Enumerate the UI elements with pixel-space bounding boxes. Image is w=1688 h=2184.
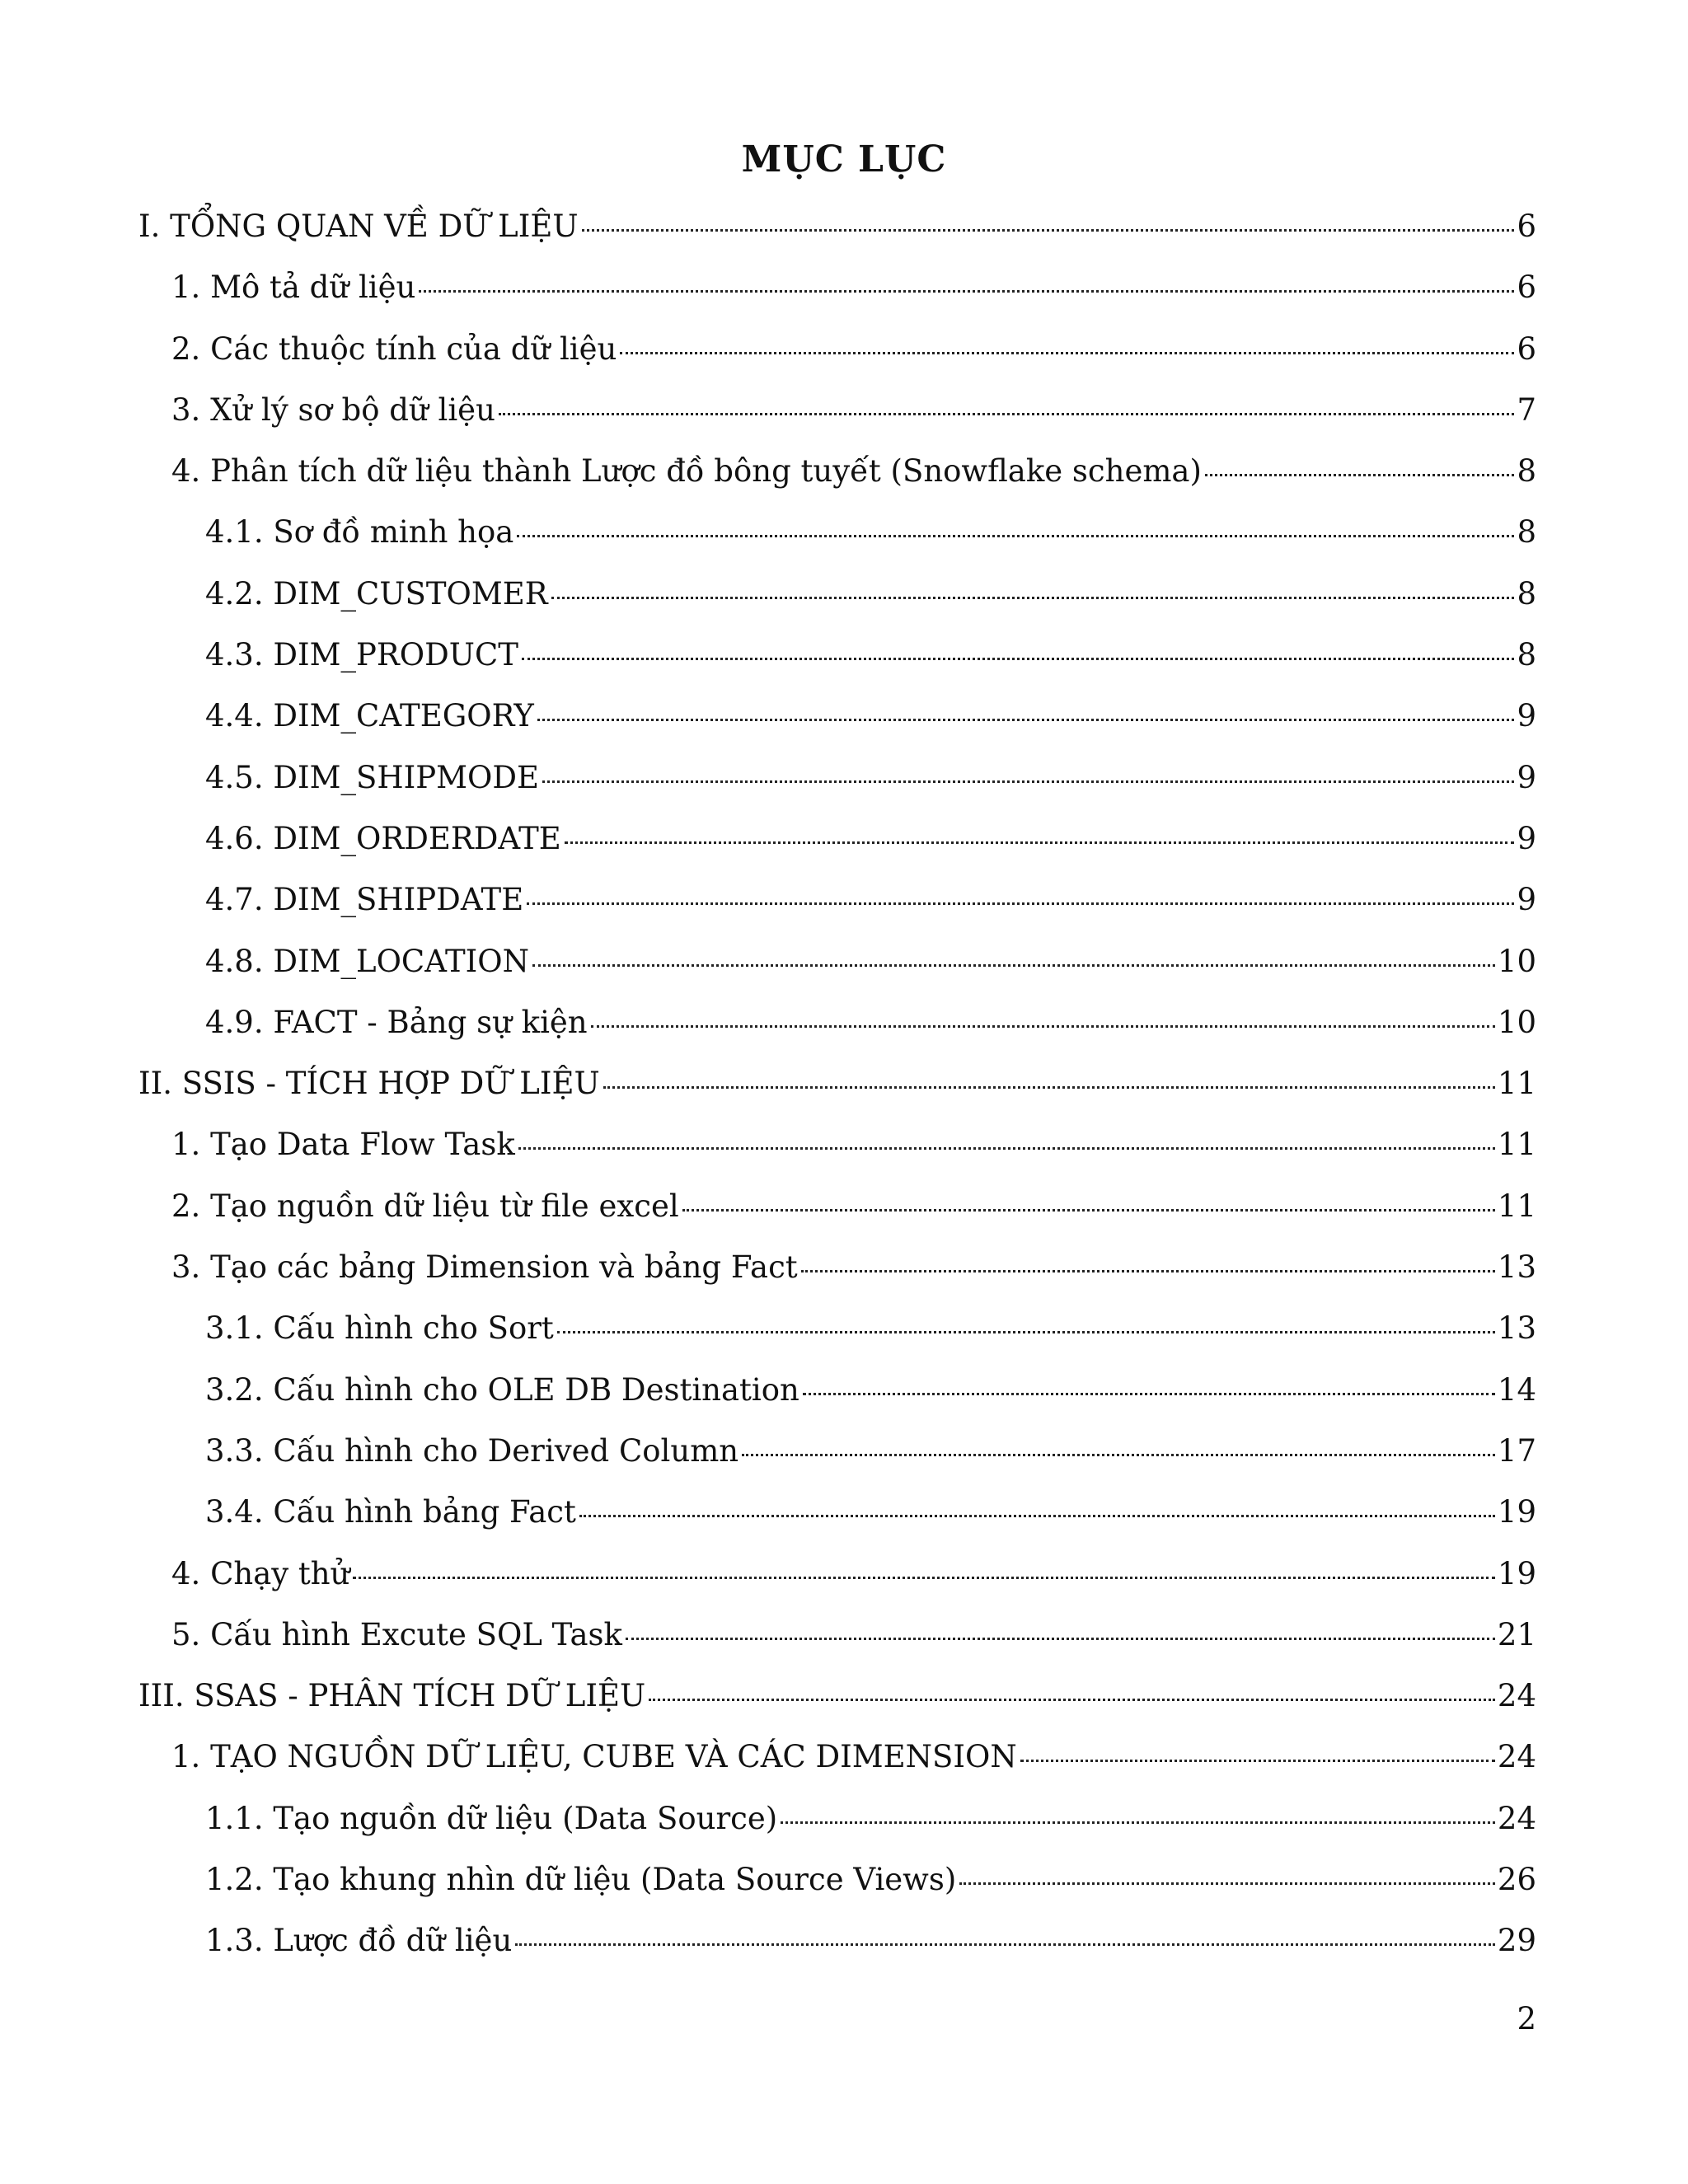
dot-leader bbox=[1205, 474, 1515, 476]
toc-entry[interactable] bbox=[138, 1176, 1536, 1237]
dot-leader bbox=[419, 290, 1514, 293]
toc-entry-page: 24 bbox=[1497, 1678, 1536, 1714]
dot-leader bbox=[532, 964, 1495, 967]
toc-entry-page: 9 bbox=[1517, 759, 1536, 795]
toc-entry-label: 1.3. Lược đồ dữ liệu bbox=[205, 1923, 513, 1959]
dot-leader bbox=[353, 1577, 1494, 1579]
toc-entry-page: 11 bbox=[1497, 1188, 1536, 1224]
toc-entry-label: 4.2. DIM_CUSTOMER bbox=[205, 575, 548, 612]
dot-leader bbox=[565, 841, 1515, 844]
dot-leader bbox=[515, 1943, 1495, 1946]
dot-leader bbox=[620, 352, 1514, 354]
dot-leader bbox=[537, 719, 1515, 721]
toc-entry-page: 8 bbox=[1517, 637, 1536, 673]
toc-entry-label: 4.1. Sơ đồ minh họa bbox=[205, 514, 514, 551]
toc-entry-page: 9 bbox=[1517, 698, 1536, 734]
dot-leader bbox=[542, 780, 1514, 783]
toc-entry-page: 17 bbox=[1497, 1432, 1536, 1469]
toc-entry-label: 1.2. Tạo khung nhìn dữ liệu (Data Source Views) bbox=[205, 1862, 957, 1898]
toc-entry[interactable] bbox=[138, 748, 1536, 808]
toc-entry-label: 2. Các thuộc tính của dữ liệu bbox=[171, 330, 617, 367]
toc-entry-page: 8 bbox=[1517, 453, 1536, 490]
toc-entry-page: 9 bbox=[1517, 882, 1536, 918]
toc-entry-page: 11 bbox=[1497, 1127, 1536, 1163]
dot-leader bbox=[579, 1515, 1495, 1517]
toc-entry[interactable] bbox=[138, 931, 1536, 992]
toc-entry[interactable] bbox=[138, 319, 1536, 380]
toc-entry[interactable] bbox=[138, 564, 1536, 625]
toc-entry[interactable] bbox=[138, 1605, 1536, 1666]
toc-entry-page: 13 bbox=[1497, 1310, 1536, 1347]
toc-entry-label: 1. Mô tả dữ liệu bbox=[171, 269, 416, 306]
toc-entry-label: I. TỔNG QUAN VỀ DỮ LIỆU bbox=[138, 209, 579, 244]
toc-entry-label: 4.9. FACT - Bảng sự kiện bbox=[205, 1004, 588, 1040]
toc-entry-page: 19 bbox=[1497, 1494, 1536, 1530]
toc-entry-page: 10 bbox=[1497, 1004, 1536, 1040]
toc-entry-label: 4.4. DIM_CATEGORY bbox=[205, 698, 534, 734]
dot-leader bbox=[591, 1025, 1495, 1028]
page-number: 2 bbox=[1517, 2001, 1536, 2036]
toc-entry[interactable] bbox=[138, 380, 1536, 441]
toc-entry-page: 19 bbox=[1497, 1555, 1536, 1591]
dot-leader bbox=[517, 535, 1514, 537]
toc-entry[interactable] bbox=[138, 1849, 1536, 1910]
toc-entry-page: 14 bbox=[1497, 1371, 1536, 1408]
dot-leader bbox=[518, 1147, 1495, 1150]
toc-entry-label: 1.1. Tạo nguồn dữ liệu (Data Source) bbox=[205, 1800, 778, 1836]
toc-entry-label: 3.2. Cấu hình cho OLE DB Destination bbox=[205, 1371, 799, 1408]
dot-leader bbox=[527, 902, 1514, 905]
toc-entry-page: 11 bbox=[1497, 1066, 1536, 1102]
toc-entry[interactable] bbox=[138, 1421, 1536, 1482]
toc-entry-label: 3.3. Cấu hình cho Derived Column bbox=[205, 1432, 739, 1469]
toc-entry-page: 29 bbox=[1497, 1923, 1536, 1959]
toc-entry-label: 4.7. DIM_SHIPDATE bbox=[205, 882, 524, 918]
toc-entry[interactable] bbox=[138, 1360, 1536, 1421]
toc-entry-page: 24 bbox=[1497, 1739, 1536, 1775]
toc-entry[interactable] bbox=[138, 502, 1536, 563]
toc-entry[interactable] bbox=[138, 1298, 1536, 1359]
dot-leader bbox=[781, 1821, 1495, 1824]
toc-entry[interactable] bbox=[138, 1544, 1536, 1605]
toc-entry-page: 21 bbox=[1497, 1616, 1536, 1652]
toc-entry-page: 24 bbox=[1497, 1800, 1536, 1836]
toc-entry-label: 3.1. Cấu hình cho Sort bbox=[205, 1310, 554, 1347]
toc-entry-page: 6 bbox=[1517, 330, 1536, 367]
toc-entry-label: 4.5. DIM_SHIPMODE bbox=[205, 759, 540, 795]
toc-entry[interactable] bbox=[138, 1237, 1536, 1298]
dot-leader bbox=[603, 1086, 1495, 1089]
toc-entry[interactable] bbox=[138, 196, 1536, 257]
toc-entry-page: 26 bbox=[1497, 1862, 1536, 1898]
toc-entry[interactable] bbox=[138, 1666, 1536, 1727]
dot-leader bbox=[649, 1699, 1495, 1701]
toc-entry[interactable] bbox=[138, 1788, 1536, 1849]
toc-entry[interactable] bbox=[138, 992, 1536, 1053]
toc-entry-page: 7 bbox=[1517, 391, 1536, 428]
toc-entry-page: 6 bbox=[1517, 209, 1536, 244]
dot-leader bbox=[742, 1454, 1495, 1456]
toc-entry[interactable] bbox=[138, 625, 1536, 686]
toc-entry-label: 1. TẠO NGUỒN DỮ LIỆU, CUBE VÀ CÁC DIMENSION bbox=[171, 1739, 1017, 1775]
toc-entry-label: 3. Xử lý sơ bộ dữ liệu bbox=[171, 391, 495, 428]
toc-entry-label: 4. Chạy thử bbox=[171, 1555, 350, 1591]
toc-entry-label: 5. Cấu hình Excute SQL Task bbox=[171, 1616, 622, 1652]
toc-entry[interactable] bbox=[138, 257, 1536, 318]
toc-entry-label: 4.8. DIM_LOCATION bbox=[205, 943, 529, 979]
dot-leader bbox=[582, 229, 1515, 232]
toc-entry[interactable] bbox=[138, 808, 1536, 869]
toc-entry[interactable] bbox=[138, 1910, 1536, 1971]
dot-leader bbox=[626, 1638, 1495, 1640]
toc-entry-page: 13 bbox=[1497, 1249, 1536, 1286]
toc-entry-label: II. SSIS - TÍCH HỢP DỮ LIỆU bbox=[138, 1066, 600, 1102]
dot-leader bbox=[682, 1209, 1495, 1212]
dot-leader bbox=[499, 413, 1515, 415]
toc-entry-label: 4.6. DIM_ORDERDATE bbox=[205, 820, 561, 856]
toc-entry-page: 9 bbox=[1517, 820, 1536, 856]
toc-entry[interactable] bbox=[138, 1727, 1536, 1788]
toc-entry-page: 8 bbox=[1517, 575, 1536, 612]
dot-leader bbox=[801, 1270, 1495, 1272]
toc-entry-label: 4.3. DIM_PRODUCT bbox=[205, 637, 518, 673]
dot-leader bbox=[522, 658, 1514, 660]
dot-leader bbox=[1020, 1760, 1495, 1762]
toc-entry-page: 10 bbox=[1497, 943, 1536, 979]
toc-title: MỤC LỤC bbox=[741, 138, 947, 180]
table-of-contents bbox=[138, 196, 1536, 1972]
toc-entry[interactable] bbox=[138, 869, 1536, 930]
dot-leader bbox=[551, 597, 1515, 599]
toc-entry[interactable] bbox=[138, 1114, 1536, 1175]
dot-leader bbox=[803, 1393, 1495, 1395]
toc-entry-page: 6 bbox=[1517, 269, 1536, 306]
toc-entry[interactable] bbox=[138, 686, 1536, 747]
toc-entry[interactable] bbox=[138, 1053, 1536, 1114]
dot-leader bbox=[557, 1331, 1495, 1333]
toc-entry-page: 8 bbox=[1517, 514, 1536, 551]
toc-entry-label: 3.4. Cấu hình bảng Fact bbox=[205, 1494, 576, 1530]
toc-entry-label: 1. Tạo Data Flow Task bbox=[171, 1127, 515, 1163]
dot-leader bbox=[959, 1882, 1495, 1885]
toc-entry[interactable] bbox=[138, 441, 1536, 502]
toc-entry-label: III. SSAS - PHÂN TÍCH DỮ LIỆU bbox=[138, 1678, 646, 1714]
toc-entry-label: 3. Tạo các bảng Dimension và bảng Fact bbox=[171, 1249, 798, 1286]
toc-entry-label: 4. Phân tích dữ liệu thành Lược đồ bông tuyết (Snowflake schema) bbox=[171, 453, 1202, 490]
toc-entry-label: 2. Tạo nguồn dữ liệu từ file excel bbox=[171, 1188, 679, 1224]
toc-entry[interactable] bbox=[138, 1482, 1536, 1543]
